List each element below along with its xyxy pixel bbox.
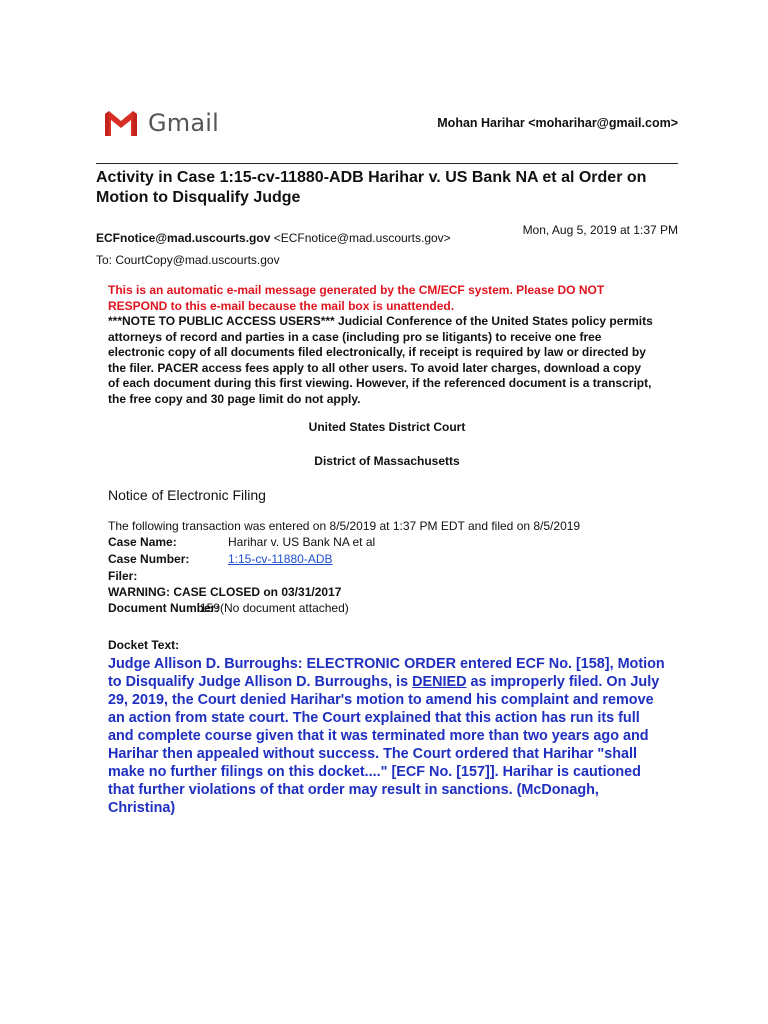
email-date: Mon, Aug 5, 2019 at 1:37 PM	[522, 223, 678, 237]
docket-text-part2: as improperly filed. On July 29, 2019, the Court denied Harihar's motion to amend his complaint and remove an action from state court. The Court explained that this action has run its full and complete course given that it was terminated more than two years ago and Harihar then appealed without success. The Court ordered that Harihar "shall make no further filings on this docket...." [ECF No. [157]]. Harihar is cautioned that further violations of that order may result in sanctions. (McDonagh, Christina)	[108, 674, 660, 816]
docket-text	[108, 655, 668, 817]
case-number-label: Case Number:	[108, 552, 190, 566]
case-name-row	[108, 535, 376, 549]
document-number-row	[108, 601, 349, 615]
case-name-label: Case Name:	[108, 535, 177, 549]
sender-address: <ECFnotice@mad.uscourts.gov>	[273, 231, 451, 245]
header-divider	[96, 163, 678, 164]
case-closed-warning: WARNING: CASE CLOSED on 03/31/2017	[108, 585, 342, 599]
gmail-logo	[102, 108, 219, 138]
court-name: United States District Court	[308, 420, 466, 434]
sender-name: ECFnotice@mad.uscourts.gov	[96, 231, 271, 245]
gmail-envelope-icon	[102, 108, 140, 138]
case-name-value: Harihar v. US Bank NA et al	[228, 535, 376, 549]
transaction-line: The following transaction was entered on 8/5/2019 at 1:37 PM EDT and filed on 8/5/2019	[108, 519, 581, 533]
document-number-label: Document Number:	[108, 601, 220, 615]
recipient: To: CourtCopy@mad.uscourts.gov	[96, 253, 280, 267]
sender	[96, 231, 451, 245]
email-subject: Activity in Case 1:15-cv-11880-ADB Harihar v. US Bank NA et al Order on Motion to Disqualify Judge	[96, 169, 647, 206]
notice-block	[108, 283, 653, 407]
denied-word: DENIED	[412, 674, 467, 690]
filer-row	[108, 569, 228, 583]
district-name: District of Massachusetts	[314, 454, 460, 468]
docket-text-part1: Judge Allison D. Burroughs: ELECTRONIC ORDER entered ECF No. [158], Motion to Disqualify Judge Allison D. Burroughs, is	[108, 656, 665, 690]
docket-text-label: Docket Text:	[108, 638, 180, 652]
public-access-note: ***NOTE TO PUBLIC ACCESS USERS*** Judicial Conference of the United States policy permits attorneys of record and parties in a case (including pro se litigants) to receive one free electronic copy of all documents filed electronically, if receipt is required by law or directed by the filer. PACER access fees apply to all other users. To avoid later charges, download a copy of each document during this first viewing. However, if the referenced document is a transcript, the free copy and 30 page limit do not apply.	[108, 314, 653, 406]
filer-label: Filer:	[108, 569, 138, 583]
nef-title: Notice of Electronic Filing	[108, 487, 266, 503]
case-number-link[interactable]: 1:15-cv-11880-ADB	[228, 552, 333, 566]
case-number-row	[108, 552, 333, 566]
auto-message-warning: This is an automatic e-mail message generated by the CM/ECF system. Please DO NOT RESPOND to this e-mail because the mail box is unattended.	[108, 283, 605, 313]
account-header: Mohan Harihar <moharihar@gmail.com>	[437, 116, 678, 130]
document-number-value: 159(No document attached)	[200, 601, 349, 615]
gmail-wordmark: Gmail	[148, 109, 220, 137]
